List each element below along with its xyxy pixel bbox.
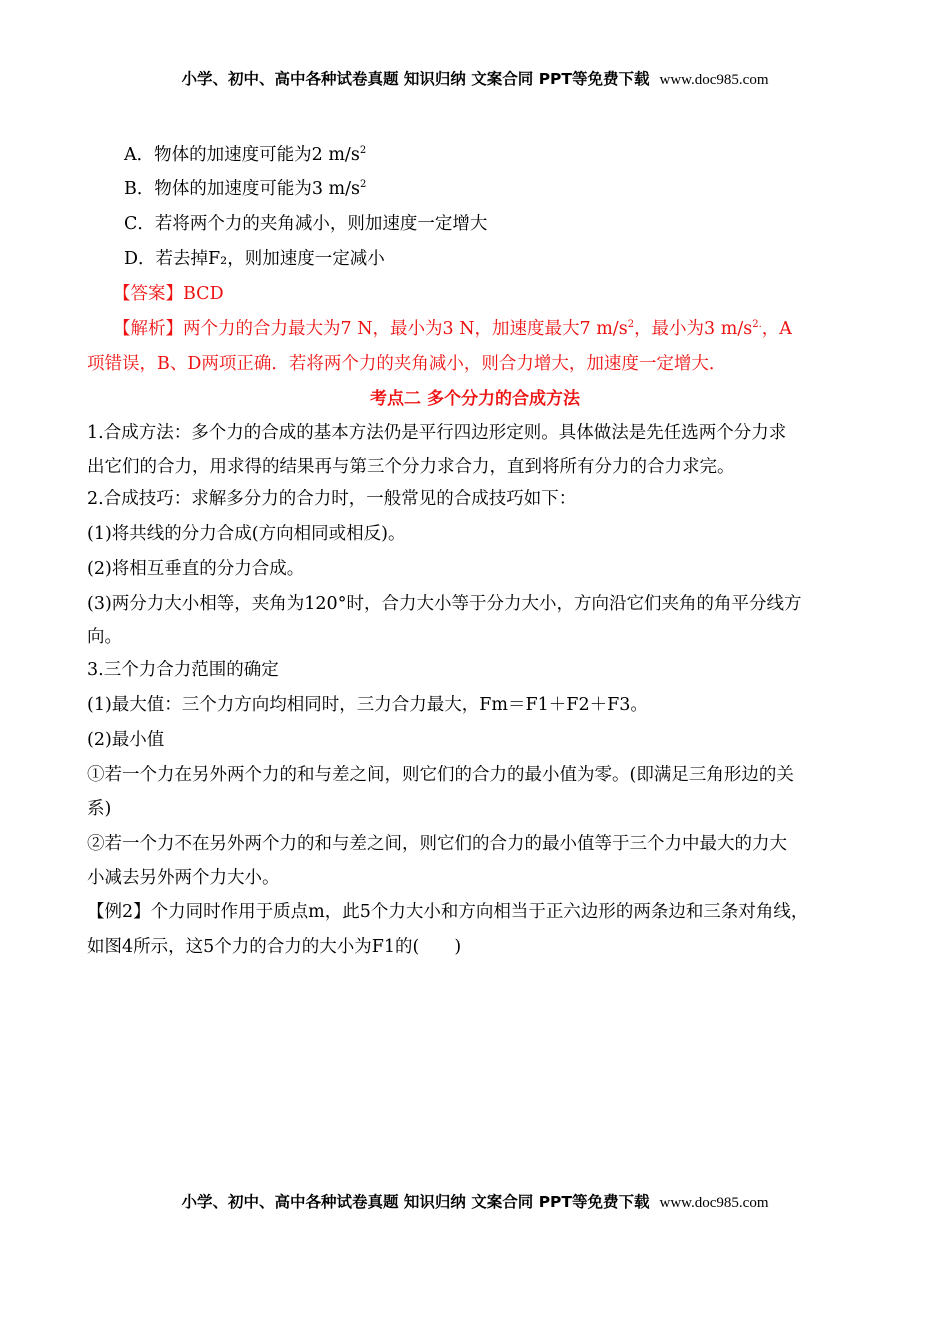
para-5-line-2: 向。 — [87, 627, 122, 647]
option-a-text: A．物体的加速度可能为2 m/s — [124, 145, 360, 165]
option-d — [124, 247, 914, 271]
analysis-line2-text: 项错误，B、D两项正确．若将两个力的夹角减小，则合力增大，加速度一定增大． — [87, 354, 727, 374]
section-title: 考点二 多个分力的合成方法 — [370, 389, 580, 409]
footer-text: 小学、初中、高中各种试卷真题 知识归纳 文案合同 PPT等免费下载 — [181, 1193, 650, 1211]
example-line-2: 如图4所示，这5个力的合力的大小为F1的( ) — [87, 937, 462, 957]
para-6: 3.三个力合力范围的确定 — [87, 660, 279, 680]
analysis-line-1 — [113, 317, 903, 341]
option-d-text: D．若去掉F₂，则加速度一定减小 — [124, 249, 385, 269]
analysis-part3: ，A — [761, 319, 792, 339]
option-b-text: B．物体的加速度可能为3 m/s — [124, 179, 361, 199]
option-a-sup: 2 — [359, 145, 367, 156]
example-label: 【例2】 — [87, 902, 151, 922]
option-b-sup: 2 — [360, 179, 367, 190]
para-8: (2)最小值 — [87, 730, 165, 750]
analysis-line-2 — [87, 352, 877, 376]
para-9-line-1: ①若一个力在另外两个力的和与差之间，则它们的合力的最小值为零。(即满足三角形边的关 — [87, 765, 794, 785]
header-text: 小学、初中、高中各种试卷真题 知识归纳 文案合同 PPT等免费下载 — [181, 70, 650, 88]
para-4: (2)将相互垂直的分力合成。 — [87, 559, 305, 579]
option-a — [124, 143, 914, 167]
analysis-sup2: 2. — [752, 319, 762, 330]
answer-label: 【答案】 — [113, 284, 183, 304]
option-c-text: C．若将两个力的夹角减小，则加速度一定增大 — [124, 214, 488, 234]
example-line-1 — [87, 900, 877, 924]
para-1-line-2: 出它们的合力，用求得的结果再与第三个分力求合力，直到将所有分力的合力求完。 — [87, 457, 735, 477]
analysis-part2: ，最小为3 m/s — [634, 319, 753, 339]
header-url[interactable]: www.doc985.com — [659, 72, 769, 88]
answer-value: BCD — [183, 284, 224, 304]
para-5-line-1: (3)两分力大小相等，夹角为120°时，合力大小等于分力大小，方向沿它们夹角的角平分线方 — [87, 594, 802, 614]
page-footer — [0, 1190, 950, 1212]
para-9-line-2: 系) — [87, 799, 112, 819]
footer-url[interactable]: www.doc985.com — [659, 1195, 769, 1211]
option-c — [124, 212, 914, 236]
page-header — [0, 67, 950, 89]
para-10-line-2: 小减去另外两个力大小。 — [87, 868, 280, 888]
para-3: (1)将共线的分力合成(方向相同或相反)。 — [87, 524, 406, 544]
answer-line — [113, 282, 903, 306]
analysis-part1: 两个力的合力最大为7 N，最小为3 N，加速度最大7 m/s — [183, 319, 628, 339]
para-2: 2.合成技巧：求解多分力的合力时，一般常见的合成技巧如下： — [87, 489, 577, 509]
option-b — [124, 177, 914, 201]
para-7: (1)最大值：三个力方向均相同时，三力合力最大，Fm＝F1＋F2＋F3。 — [87, 695, 648, 715]
example-text-1: 个力同时作用于质点m，此5个力大小和方向相当于正六边形的两条边和三条对角线， — [150, 902, 809, 922]
para-10-line-1: ②若一个力不在另外两个力的和与差之间，则它们的合力的最小值等于三个力中最大的力大 — [87, 834, 787, 854]
analysis-sup1: 2 — [627, 319, 635, 330]
para-1-line-1: 1.合成方法：多个力的合成的基本方法仍是平行四边形定则。具体做法是先任选两个分力求 — [87, 423, 787, 443]
analysis-label: 【解析】 — [113, 319, 183, 339]
